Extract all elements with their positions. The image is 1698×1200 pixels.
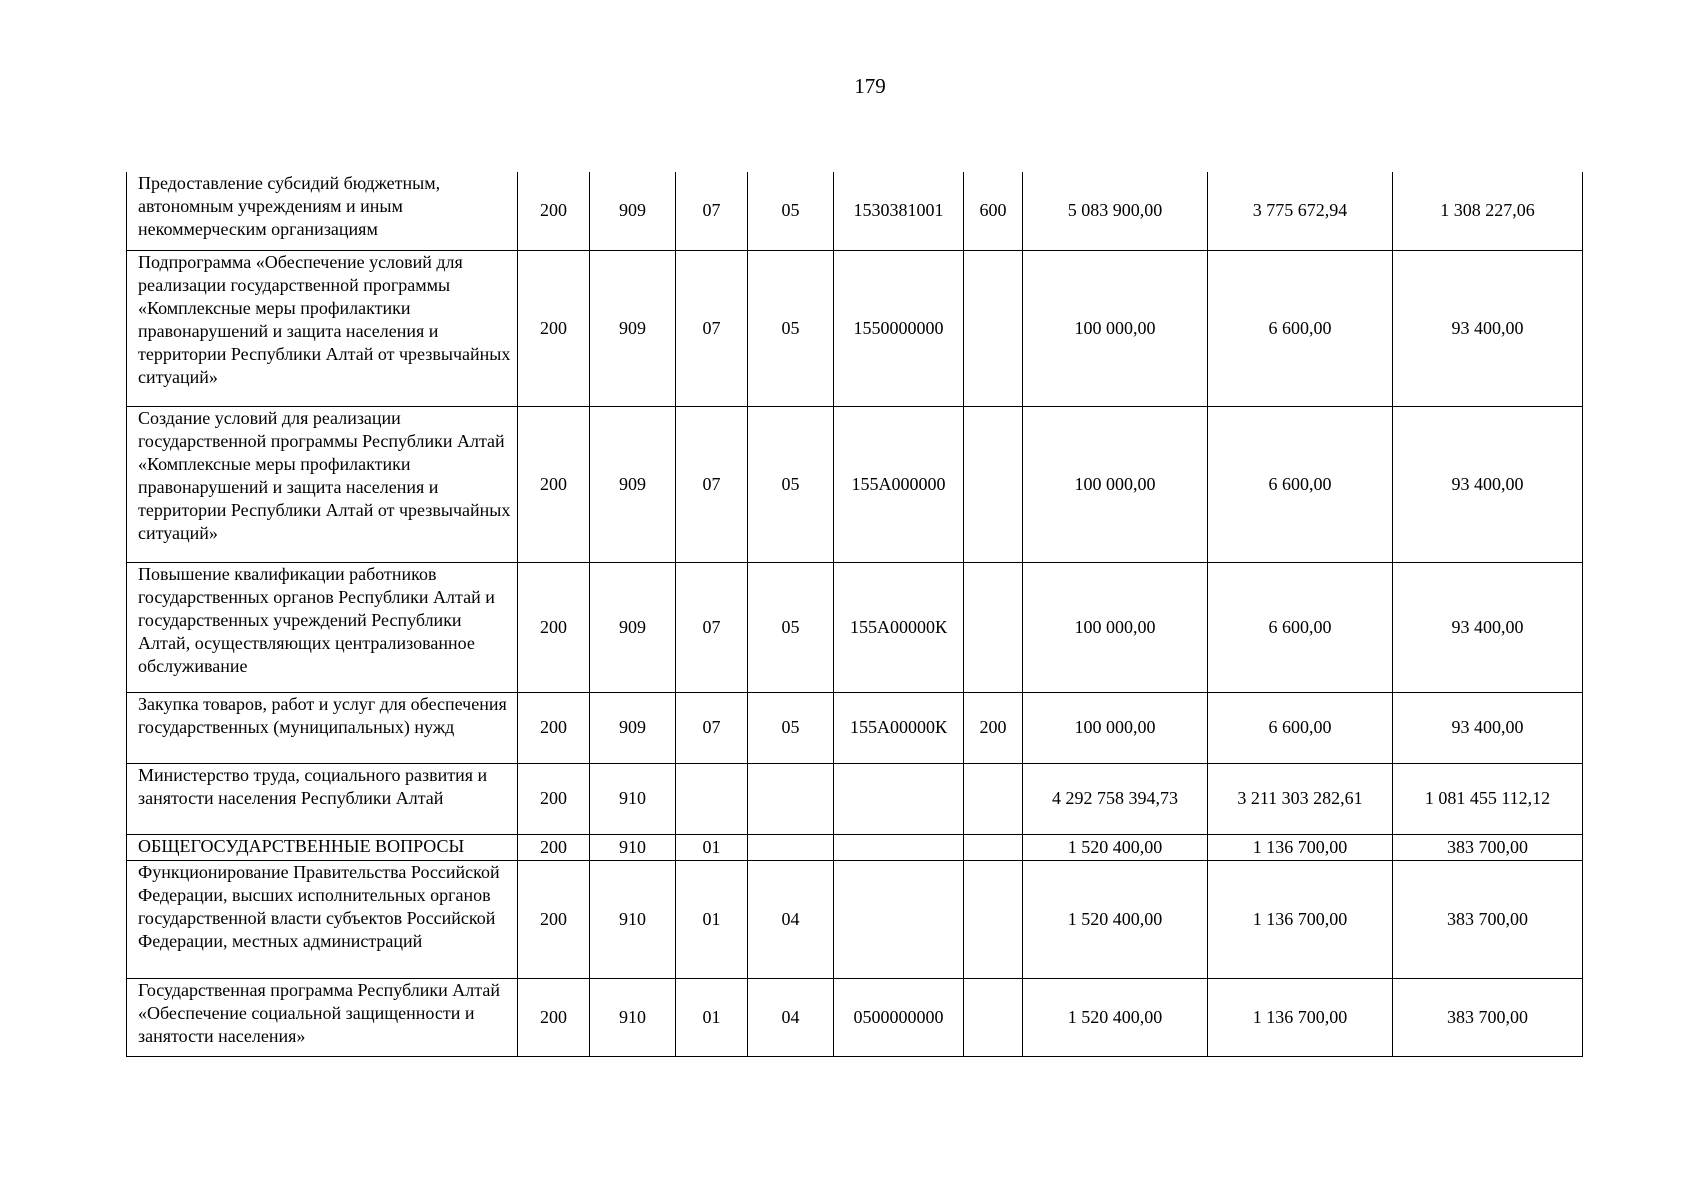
table-row <box>127 978 1583 1056</box>
cell-value-1: 100 000,00 <box>1023 692 1208 763</box>
cell-code-4: 04 <box>748 860 834 978</box>
cell-code-5: 155А00000К <box>834 692 964 763</box>
cell-code-5 <box>834 860 964 978</box>
cell-value-2: 1 136 700,00 <box>1208 860 1393 978</box>
row-name: Предоставление субсидий бюджетным, автономным учреждениям и иным некоммерческим организациям <box>127 172 518 250</box>
cell-code-5: 1530381001 <box>834 172 964 250</box>
cell-value-2: 1 136 700,00 <box>1208 978 1393 1056</box>
cell-code-2: 909 <box>590 406 676 562</box>
cell-code-4: 05 <box>748 562 834 692</box>
cell-value-2: 1 136 700,00 <box>1208 834 1393 860</box>
cell-code-2: 909 <box>590 562 676 692</box>
cell-code-3: 01 <box>676 978 748 1056</box>
cell-value-3: 383 700,00 <box>1393 860 1583 978</box>
cell-code-1: 200 <box>518 406 590 562</box>
cell-value-3: 1 308 227,06 <box>1393 172 1583 250</box>
cell-value-1: 4 292 758 394,73 <box>1023 763 1208 834</box>
cell-code-4: 05 <box>748 250 834 406</box>
row-name: ОБЩЕГОСУДАРСТВЕННЫЕ ВОПРОСЫ <box>127 834 518 860</box>
cell-value-1: 100 000,00 <box>1023 250 1208 406</box>
cell-value-3: 93 400,00 <box>1393 250 1583 406</box>
cell-code-6 <box>964 562 1023 692</box>
row-name: Создание условий для реализации государственной программы Республики Алтай «Комплексные меры профилактики правонарушений и защита населения и территории Республики Алтай от чрезвычайных ситуаций» <box>127 406 518 562</box>
cell-code-2: 910 <box>590 763 676 834</box>
cell-value-1: 1 520 400,00 <box>1023 860 1208 978</box>
cell-code-4 <box>748 834 834 860</box>
cell-code-5 <box>834 763 964 834</box>
cell-code-2: 910 <box>590 834 676 860</box>
table-row <box>127 860 1583 978</box>
cell-code-5: 1550000000 <box>834 250 964 406</box>
cell-code-5: 155А000000 <box>834 406 964 562</box>
cell-code-1: 200 <box>518 834 590 860</box>
cell-code-1: 200 <box>518 562 590 692</box>
cell-value-1: 5 083 900,00 <box>1023 172 1208 250</box>
cell-value-1: 100 000,00 <box>1023 406 1208 562</box>
cell-code-3: 07 <box>676 562 748 692</box>
cell-code-5: 0500000000 <box>834 978 964 1056</box>
budget-table <box>126 172 1583 1057</box>
cell-code-2: 909 <box>590 172 676 250</box>
cell-code-4: 04 <box>748 978 834 1056</box>
cell-code-5: 155А00000К <box>834 562 964 692</box>
cell-value-2: 6 600,00 <box>1208 250 1393 406</box>
page-number: 179 <box>854 74 886 98</box>
row-name: Министерство труда, социального развития и занятости населения Республики Алтай <box>127 763 518 834</box>
cell-value-2: 6 600,00 <box>1208 692 1393 763</box>
row-name: Повышение квалификации работников государственных органов Республики Алтай и государственных учреждений Республики Алтай, осуществляющих централизованное обслуживание <box>127 562 518 692</box>
cell-code-3: 01 <box>676 860 748 978</box>
table-row <box>127 250 1583 406</box>
cell-code-1: 200 <box>518 692 590 763</box>
cell-code-6 <box>964 978 1023 1056</box>
cell-value-2: 3 775 672,94 <box>1208 172 1393 250</box>
cell-value-3: 383 700,00 <box>1393 834 1583 860</box>
cell-code-6 <box>964 406 1023 562</box>
cell-code-3: 01 <box>676 834 748 860</box>
cell-value-2: 6 600,00 <box>1208 406 1393 562</box>
cell-code-1: 200 <box>518 172 590 250</box>
cell-code-3 <box>676 763 748 834</box>
cell-code-4: 05 <box>748 172 834 250</box>
cell-code-6 <box>964 250 1023 406</box>
cell-code-5 <box>834 834 964 860</box>
table-row <box>127 562 1583 692</box>
table-row <box>127 692 1583 763</box>
cell-value-1: 1 520 400,00 <box>1023 834 1208 860</box>
cell-code-2: 909 <box>590 692 676 763</box>
cell-code-4 <box>748 763 834 834</box>
cell-value-3: 93 400,00 <box>1393 406 1583 562</box>
cell-code-4: 05 <box>748 692 834 763</box>
cell-code-4: 05 <box>748 406 834 562</box>
table-row <box>127 763 1583 834</box>
cell-code-2: 910 <box>590 860 676 978</box>
row-name: Закупка товаров, работ и услуг для обеспечения государственных (муниципальных) нужд <box>127 692 518 763</box>
cell-value-2: 6 600,00 <box>1208 562 1393 692</box>
cell-code-6: 600 <box>964 172 1023 250</box>
cell-code-6: 200 <box>964 692 1023 763</box>
cell-code-3: 07 <box>676 172 748 250</box>
cell-value-3: 383 700,00 <box>1393 978 1583 1056</box>
cell-code-3: 07 <box>676 250 748 406</box>
cell-value-2: 3 211 303 282,61 <box>1208 763 1393 834</box>
cell-code-1: 200 <box>518 978 590 1056</box>
cell-value-3: 1 081 455 112,12 <box>1393 763 1583 834</box>
cell-code-2: 909 <box>590 250 676 406</box>
row-name: Функционирование Правительства Российской Федерации, высших исполнительных органов государственной власти субъектов Российской Федерации, местных администраций <box>127 860 518 978</box>
table-row <box>127 834 1583 860</box>
cell-value-3: 93 400,00 <box>1393 562 1583 692</box>
cell-code-2: 910 <box>590 978 676 1056</box>
table-row <box>127 406 1583 562</box>
cell-value-3: 93 400,00 <box>1393 692 1583 763</box>
cell-value-1: 1 520 400,00 <box>1023 978 1208 1056</box>
cell-code-3: 07 <box>676 406 748 562</box>
table-row <box>127 172 1583 250</box>
cell-code-6 <box>964 834 1023 860</box>
cell-code-1: 200 <box>518 763 590 834</box>
cell-code-1: 200 <box>518 250 590 406</box>
row-name: Подпрограмма «Обеспечение условий для реализации государственной программы «Комплексные меры профилактики правонарушений и защита населения и территории Республики Алтай от чрезвычайных ситуаций» <box>127 250 518 406</box>
table-body <box>127 172 1583 1056</box>
cell-code-6 <box>964 763 1023 834</box>
row-name: Государственная программа Республики Алтай «Обеспечение социальной защищенности и занятости населения» <box>127 978 518 1056</box>
cell-code-1: 200 <box>518 860 590 978</box>
cell-value-1: 100 000,00 <box>1023 562 1208 692</box>
cell-code-6 <box>964 860 1023 978</box>
cell-code-3: 07 <box>676 692 748 763</box>
